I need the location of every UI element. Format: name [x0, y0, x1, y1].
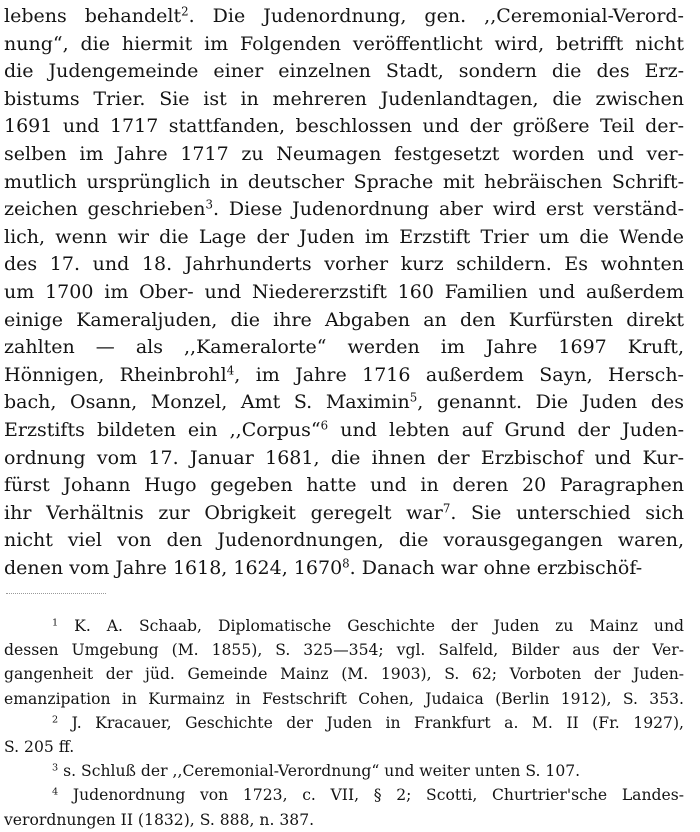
footnote-line: dessen Umgebung (M. 1855), S. 325—354; vgl. Salfeld, Bilder aus der Ver-	[4, 641, 684, 660]
footnote-line: $^3$ s. Schluß der ,,Ceremonial-Verordnung“ und weiter unten S. 107.	[52, 762, 581, 781]
text-line: ordnung vom 17. Januar 1681, die ihnen der Erzbischof und Kur-	[4, 446, 684, 469]
text-line: 1691 und 1717 stattfanden, beschlossen und der größere Teil der-	[4, 115, 684, 138]
footnotes	[4, 614, 684, 832]
text-line: die Judengemeinde einer einzelnen Stadt, sondern die des Erz-	[4, 60, 684, 83]
text-line: zahlten — als ,,Kameralorte“ werden im Jahre 1697 Kruft,	[4, 336, 684, 359]
footnote-separator	[6, 593, 106, 594]
footnote-ref: 6	[320, 418, 329, 433]
footnote-number: 3	[52, 762, 59, 774]
text-line: zeichen geschrieben$^3$. Diese Judenordnung aber wird erst verständ-	[4, 197, 685, 221]
footnote-ref: 8	[342, 556, 350, 571]
footnote-ref: 4	[226, 363, 235, 378]
text-line: lebens behandelt$^2$. Die Judenordnung, gen. ,,Ceremonial-Verord-	[4, 4, 684, 27]
text-line: einige Kameraljuden, die ihre Abgaben an den Kurfürsten direkt	[4, 308, 684, 331]
footnote-line: $^2$ J. Kracauer, Geschichte der Juden in Frankfurt a. M. II (Fr. 1927),	[52, 713, 684, 732]
text-line: mutlich ursprünglich in deutscher Sprache mit hebräischen Schrift-	[4, 170, 684, 193]
footnote-line: $^1$ K. A. Schaab, Diplomatische Geschichte der Juden zu Mainz und	[52, 617, 684, 635]
footnote-line: verordnungen II (1832), S. 888, n. 387.	[4, 810, 315, 829]
text-line: des 17. und 18. Jahrhunderts vorher kurz schildern. Es wohnten	[4, 253, 684, 276]
footnote-number: 2	[52, 714, 59, 726]
text-line: um 1700 im Ober- und Niedererzstift 160 Familien und außerdem	[4, 280, 684, 303]
text-line: bistums Trier. Sie ist in mehreren Judenlandtagen, die zwischen	[4, 87, 684, 110]
text-line: Hönnigen, Rheinbrohl$^4$, im Jahre 1716 außerdem Sayn, Hersch-	[4, 363, 684, 386]
body-text	[4, 3, 684, 582]
text-line: fürst Johann Hugo gegeben hatte und in deren 20 Paragraphen	[4, 474, 684, 497]
text-line: selben im Jahre 1717 zu Neumagen festgesetzt worden und ver-	[4, 142, 684, 165]
text-line: ihr Verhältnis zur Obrigkeit geregelt war$^7$. Sie unterschied sich	[4, 501, 684, 524]
text-line: nung“, die hiermit im Folgenden veröffentlicht wird, betrifft nicht	[4, 32, 684, 55]
text-line: denen vom Jahre 1618, 1624, 1670$^8$. Danach war ohne erzbischöf-	[4, 556, 643, 579]
footnote-line: gangenheit der jüd. Gemeinde Mainz (M. 1903), S. 62; Vorboten der Juden-	[4, 665, 684, 684]
text-line: bach, Osann, Monzel, Amt S. Maximin$^5$, genannt. Die Juden des	[4, 390, 684, 414]
text-line: Erzstifts bildeten ein ,,Corpus“$^6$ und lebten auf Grund der Juden-	[4, 418, 685, 441]
text-line: nicht viel von den Judenordnungen, die vorausgegangen waren,	[4, 529, 684, 552]
footnote-line: emanzipation in Kurmainz in Festschrift Cohen, Judaica (Berlin 1912), S. 353.	[4, 689, 684, 708]
footnote-ref: 5	[409, 390, 418, 405]
footnote-number: 4	[52, 787, 59, 799]
footnote-line: S. 205 ff.	[4, 738, 75, 757]
footnote-number: 1	[52, 617, 59, 629]
footnote-ref: 2	[181, 4, 189, 19]
footnote-ref: 7	[442, 501, 451, 516]
text-line: lich, wenn wir die Lage der Juden im Erzstift Trier um die Wende	[4, 225, 684, 248]
footnote-line: $^4$ Judenordnung von 1723, c. VII, § 2; Scotti, Churtrier'sche Landes-	[52, 786, 684, 805]
footnote-ref: 3	[205, 197, 214, 212]
